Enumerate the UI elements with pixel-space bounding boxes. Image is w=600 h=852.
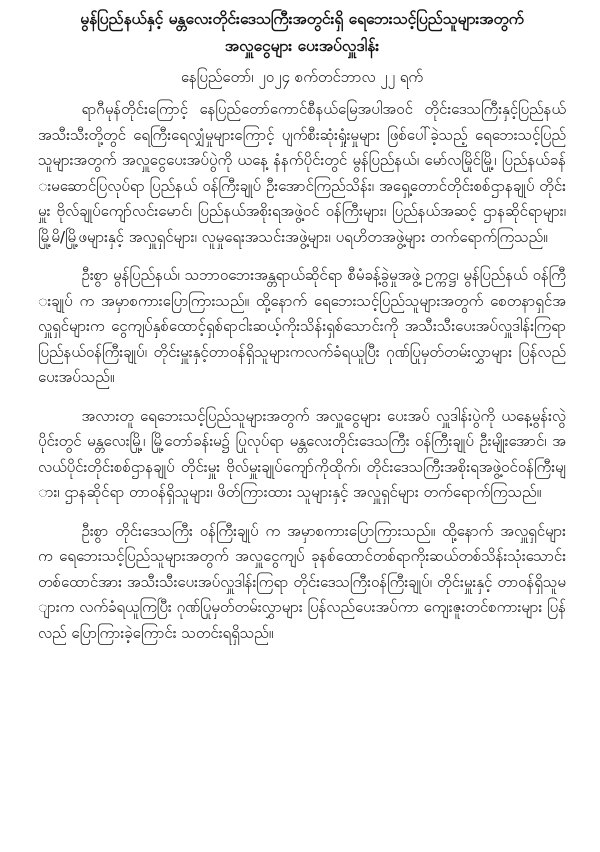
article-paragraph-4: ဦးစွာ တိုင်းဒေသကြီး ဝန်ကြီးချုပ် က အမှာစကားပြောကြားသည်။ ထို့နောက် အလှူရှင်များက ရေဘေးသင့်ပြည်သူများအတွက် အလှူငွေကျပ် ခုနစ်ထောင်တစ်ရာကိုးဆယ်တစ်သိန်းသုံးသောင်းတစ်ထောင်အား အသီးသီးပေးအပ်လှူဒါန်းကြရာ တိုင်းဒေသကြီးဝန်ကြီးချုပ်၊ တိုင်းမှူးနှင့် တာဝန်ရှိသူများက လက်ခံရယူကြပြီး ဂုဏ်ပြုမှတ်တမ်းလွှာများ ပြန်လည်ပေးအပ်ကာ ကျေးဇူးတင်စကားများ ပြန်လည် ပြောကြားခဲ့ကြောင်း သတင်းရရှိသည်။ (38, 521, 566, 642)
article-paragraph-1: ရာဂီမုန်တိုင်းကြောင့် နေပြည်တော်ကောင်စီနယ်မြေအပါအဝင် တိုင်းဒေသကြီးနှင့်ပြည်နယ်အသီးသီးတို့တွင် ရေကြီးရေလျှံမှုများကြောင့် ပျက်စီးဆုံးရှုံးမှုများ ဖြစ်ပေါ်ခဲ့သည့် ရေဘေးသင့်ပြည်သူများအတွက် အလှူငွေပေးအပ်ပွဲကို ယနေ့ နံနက်ပိုင်းတွင် မွန်ပြည်နယ်၊ မော်လမြိုင်မြို့၊ ပြည်နယ်ခန်းမဆောင်ပြလုပ်ရာ ပြည်နယ် ဝန်ကြီးချုပ် ဦးအောင်ကြည်သိန်း၊ အရှေ့တောင်တိုင်းစစ်ဌာနချုပ် တိုင်းမှူး ဗိုလ်ချုပ်ကျော်လင်းမောင်၊ ပြည်နယ်အစိုးရအဖွဲ့ဝင် ဝန်ကြီးများ၊ ပြည်နယ်အဆင့် ဌာနဆိုင်ရာများ၊ မြို့မိ/မြို့ဖများနှင့် အလှူရှင်များ၊ လူမှုရေးအသင်းအဖွဲ့များ၊ ပရဟိတအဖွဲ့များ တက်ရောက်ကြသည်။ (38, 100, 566, 246)
article-paragraph-3: အလားတူ ရေဘေးသင့်ပြည်သူများအတွက် အလှူငွေများ ပေးအပ် လှူဒါန်းပွဲကို ယနေ့မွန်းလွဲပိုင်းတွင် မန္တလေးမြို့၊ မြို့တော်ခန်းမ၌ ပြုလုပ်ရာ မန္တလေးတိုင်းဒေသကြီး ဝန်ကြီးချုပ် ဦးမျိုးအောင်၊ အလယ်ပိုင်းတိုင်းစစ်ဌာနချုပ် တိုင်းမှူး ဗိုလ်မှူးချုပ်ကျော်ကိုထိုက်၊ တိုင်းဒေသကြီးအစိုးရအဖွဲ့ဝင်ဝန်ကြီးများ၊ ဌာနဆိုင်ရာ တာဝန်ရှိသူများ၊ ဖိတ်ကြားထား သူများနှင့် အလှူရှင်များ တက်ရောက်ကြသည်။ (38, 406, 566, 501)
headline-line-1: မွန်ပြည်နယ်နှင့် မန္တလေးတိုင်းဒေသကြီးအတွင်းရှိ ရေဘေးသင့်ပြည်သူများအတွက် (80, 10, 524, 28)
dateline: နေပြည်တော်၊ ၂၀၂၄ စက်တင်ဘာလ ၂၂ ရက် (180, 68, 424, 86)
headline-line-2: အလှူငွေများ ပေးအပ်လှူဒါန်း (224, 37, 380, 55)
news-article (38, 6, 566, 846)
article-paragraph-2: ဦးစွာ မွန်ပြည်နယ်၊ သဘာဝဘေးအန္တရာယ်ဆိုင်ရာ စီမံခန့်ခွဲမှုအဖွဲ့ ဥက္ကဋ္ဌ၊ မွန်ပြည်နယ် ဝန်ကြီးချုပ် က အမှာစကားပြောကြားသည်။ ထို့နောက် ရေဘေးသင့်ပြည်သူများအတွက် စေတနာရှင်အလှူရှင်များက ငွေကျပ်နှစ်ထောင့်ရှစ်ရာငါးဆယ့်ကိုးသိန်းရှစ်သောင်းကို အသီးသီးပေးအပ်လှူဒါန်းကြရာ ပြည်နယ်ဝန်ကြီးချုပ်၊ တိုင်းမှူးနှင့်တာဝန်ရှိသူများကလက်ခံရယူပြီး ဂုဏ်ပြုမှတ်တမ်းလွှာများ ပြန်လည်ပေးအပ်သည်။ (38, 266, 566, 386)
